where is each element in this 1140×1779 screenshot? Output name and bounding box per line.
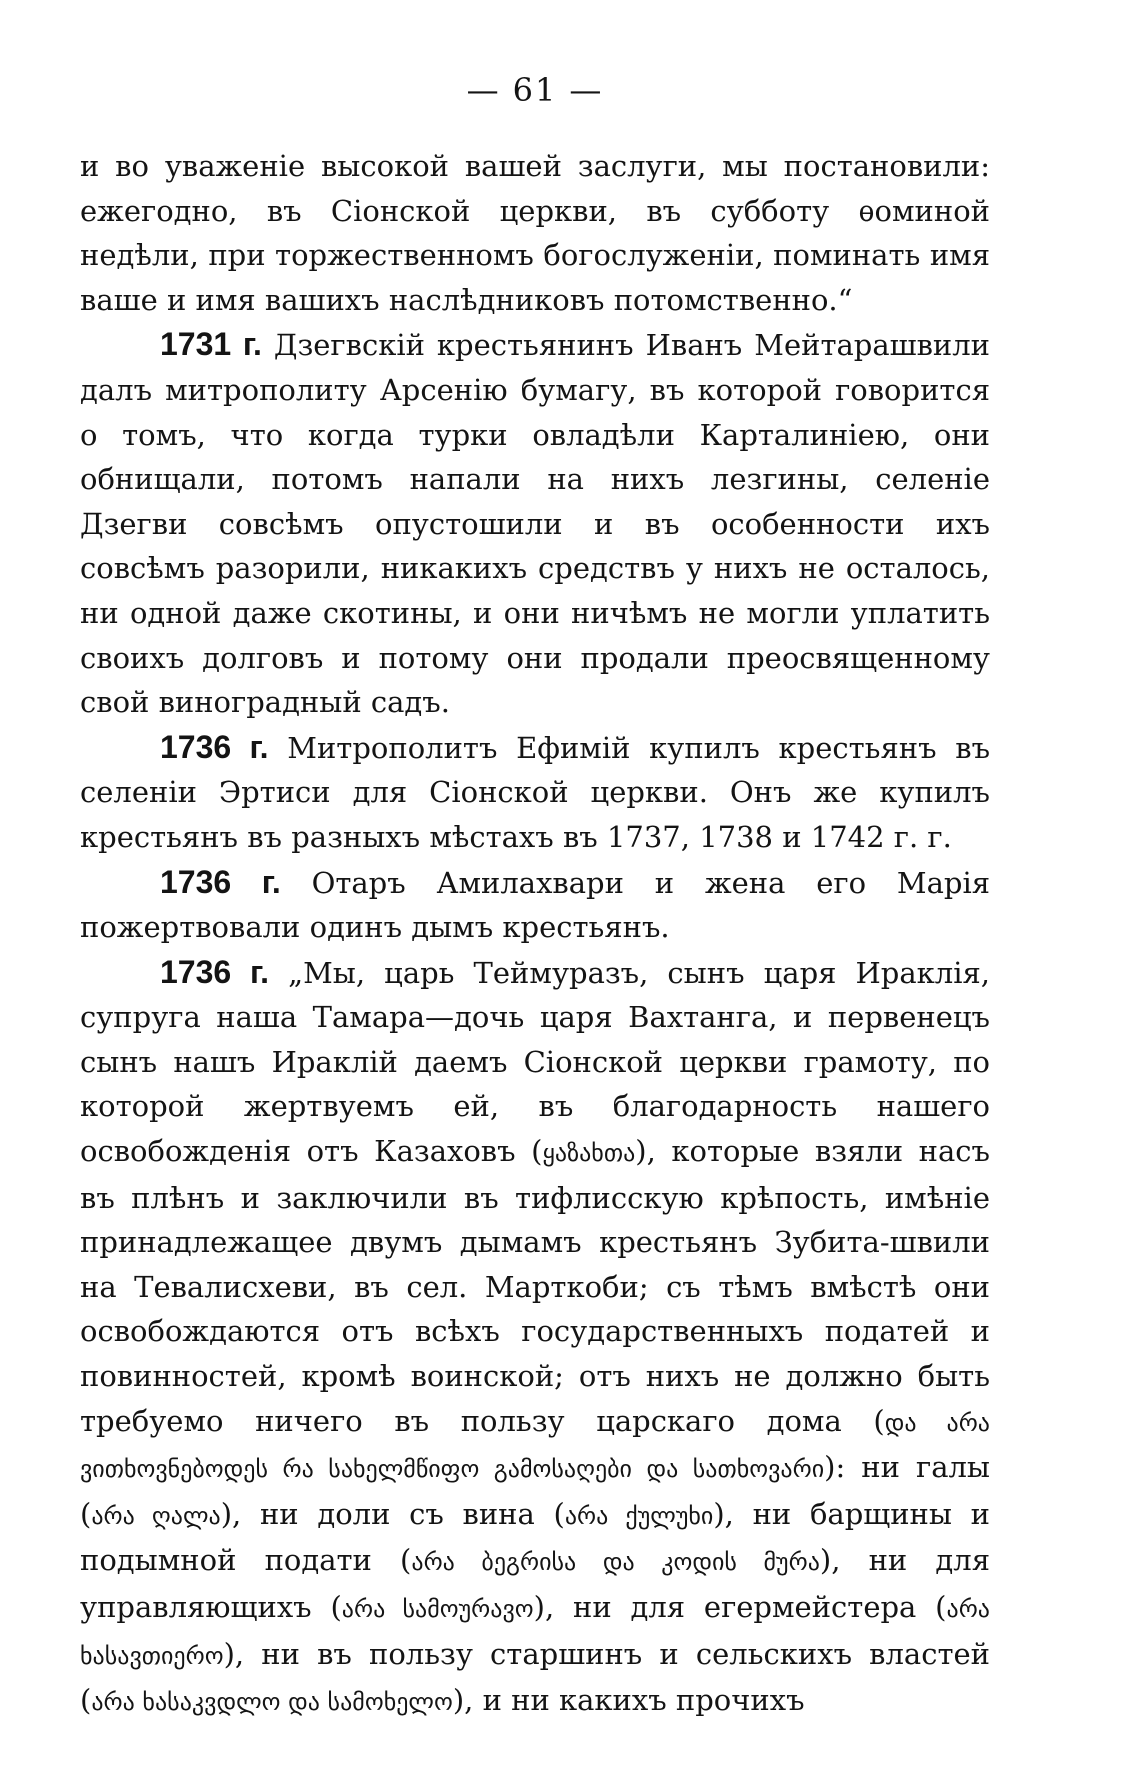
paragraph-text: Отаръ Амилахвари и жена его Марія пожертвовали одинъ дымъ крестьянъ.: [80, 865, 991, 945]
document-page: [80, 60, 990, 1740]
page-number-dash: —: [466, 71, 501, 109]
paragraph: [80, 144, 990, 322]
paragraph-text: ), ни въ пользу старшинъ и сельскихъ властей (: [80, 1636, 990, 1718]
georgian-term: არა ღალა: [91, 1501, 221, 1530]
georgian-term: არა ქულუხი: [564, 1501, 714, 1530]
paragraph: [80, 725, 990, 860]
page-number-dash: —: [569, 71, 604, 109]
body-text: [80, 144, 990, 1725]
year-heading: 1736 г.: [160, 863, 281, 900]
paragraph-text: и во уваженіе высокой вашей заслуги, мы постановили: ежегодно, въ Сіонской церкви, въ субботу ѳоминой недѣли, при торжественномъ богослуженіи, поминать имя ваше и имя вашихъ наслѣдниковъ потомственно.“: [80, 149, 990, 317]
paragraph-text: ), ни для управляющихъ (: [80, 1543, 990, 1624]
page-number-value: 61: [512, 71, 558, 109]
georgian-term: ყაზახთა: [542, 1139, 636, 1168]
paragraph-text: ), которые взяли насъ въ плѣнъ и заключили въ тифлисскую крѣпость, имѣніе принадлежащее двумъ дымамъ крестьянъ Зубита-швили на Тевалисхеви, въ сел. Марткоби; съ тѣмъ вмѣстѣ они освобождаются отъ всѣхъ государственныхъ податей и повинностей, кромѣ воинской; отъ нихъ не должно быть требуемо ничего въ пользу царскаго дома (: [80, 1134, 990, 1438]
year-heading: 1736 г.: [160, 728, 269, 765]
georgian-term: არა ხასაკვდლო და სამოხელო: [91, 1688, 453, 1717]
paragraph-text: ): ни галы (: [80, 1450, 990, 1531]
page-number: [80, 70, 990, 110]
georgian-term: და არა ვითხოვნებოდეს რა სახელმწიფო გამოსაღები და სათხოვარი: [80, 1408, 990, 1484]
georgian-term: არა სამოურავო: [341, 1595, 534, 1623]
paragraph: [80, 950, 990, 1725]
georgian-term: არა ხასავთიერო: [80, 1595, 990, 1670]
paragraph-text: ), ни барщины и подымной подати (: [80, 1496, 990, 1578]
paragraph: [80, 860, 990, 950]
year-heading: 1731 г.: [160, 326, 262, 363]
paragraph-text: Митрополитъ Ефимій купилъ крестьянъ въ селеніи Эртиси для Сіонской церкви. Онъ же купилъ крестьянъ въ разныхъ мѣстахъ въ 1737, 1738 и 1742 г. г.: [80, 730, 991, 854]
paragraph-text: ), и ни какихъ прочихъ: [452, 1683, 805, 1718]
paragraph-text: ), ни доли съ вина (: [220, 1496, 565, 1531]
paragraph-text: „Мы, царь Теймуразъ, сынъ царя Ираклія, супруга наша Тамара—дочь царя Вахтанга, и первенецъ сынъ нашъ Ираклій даемъ Сіонской церкви грамоту, по которой жертвуемъ ей, въ благодарность нашего освобожденія отъ Казаховъ (: [80, 955, 990, 1169]
paragraph-text: Дзегвскій крестьянинъ Иванъ Мейтарашвили далъ митрополиту Арсенію бумагу, въ которой говорится о томъ, что когда турки овладѣли Карталиніею, они обнищали, потомъ напали на нихъ лезгины, селеніе Дзегви совсѣмъ опустошили и въ особенности ихъ совсѣмъ разорили, никакихъ средствъ у нихъ не осталось, ни одной даже скотины, и они ничѣмъ не могли уплатить своихъ долговъ и потому они продали преосвященному свой виноградный садъ.: [80, 328, 990, 720]
year-heading: 1736 г.: [160, 953, 269, 990]
georgian-term: არა ბეგრისა და კოდის მურა: [411, 1548, 820, 1577]
paragraph-text: ), ни для егермейстера (: [533, 1590, 947, 1624]
paragraph: [80, 322, 990, 724]
